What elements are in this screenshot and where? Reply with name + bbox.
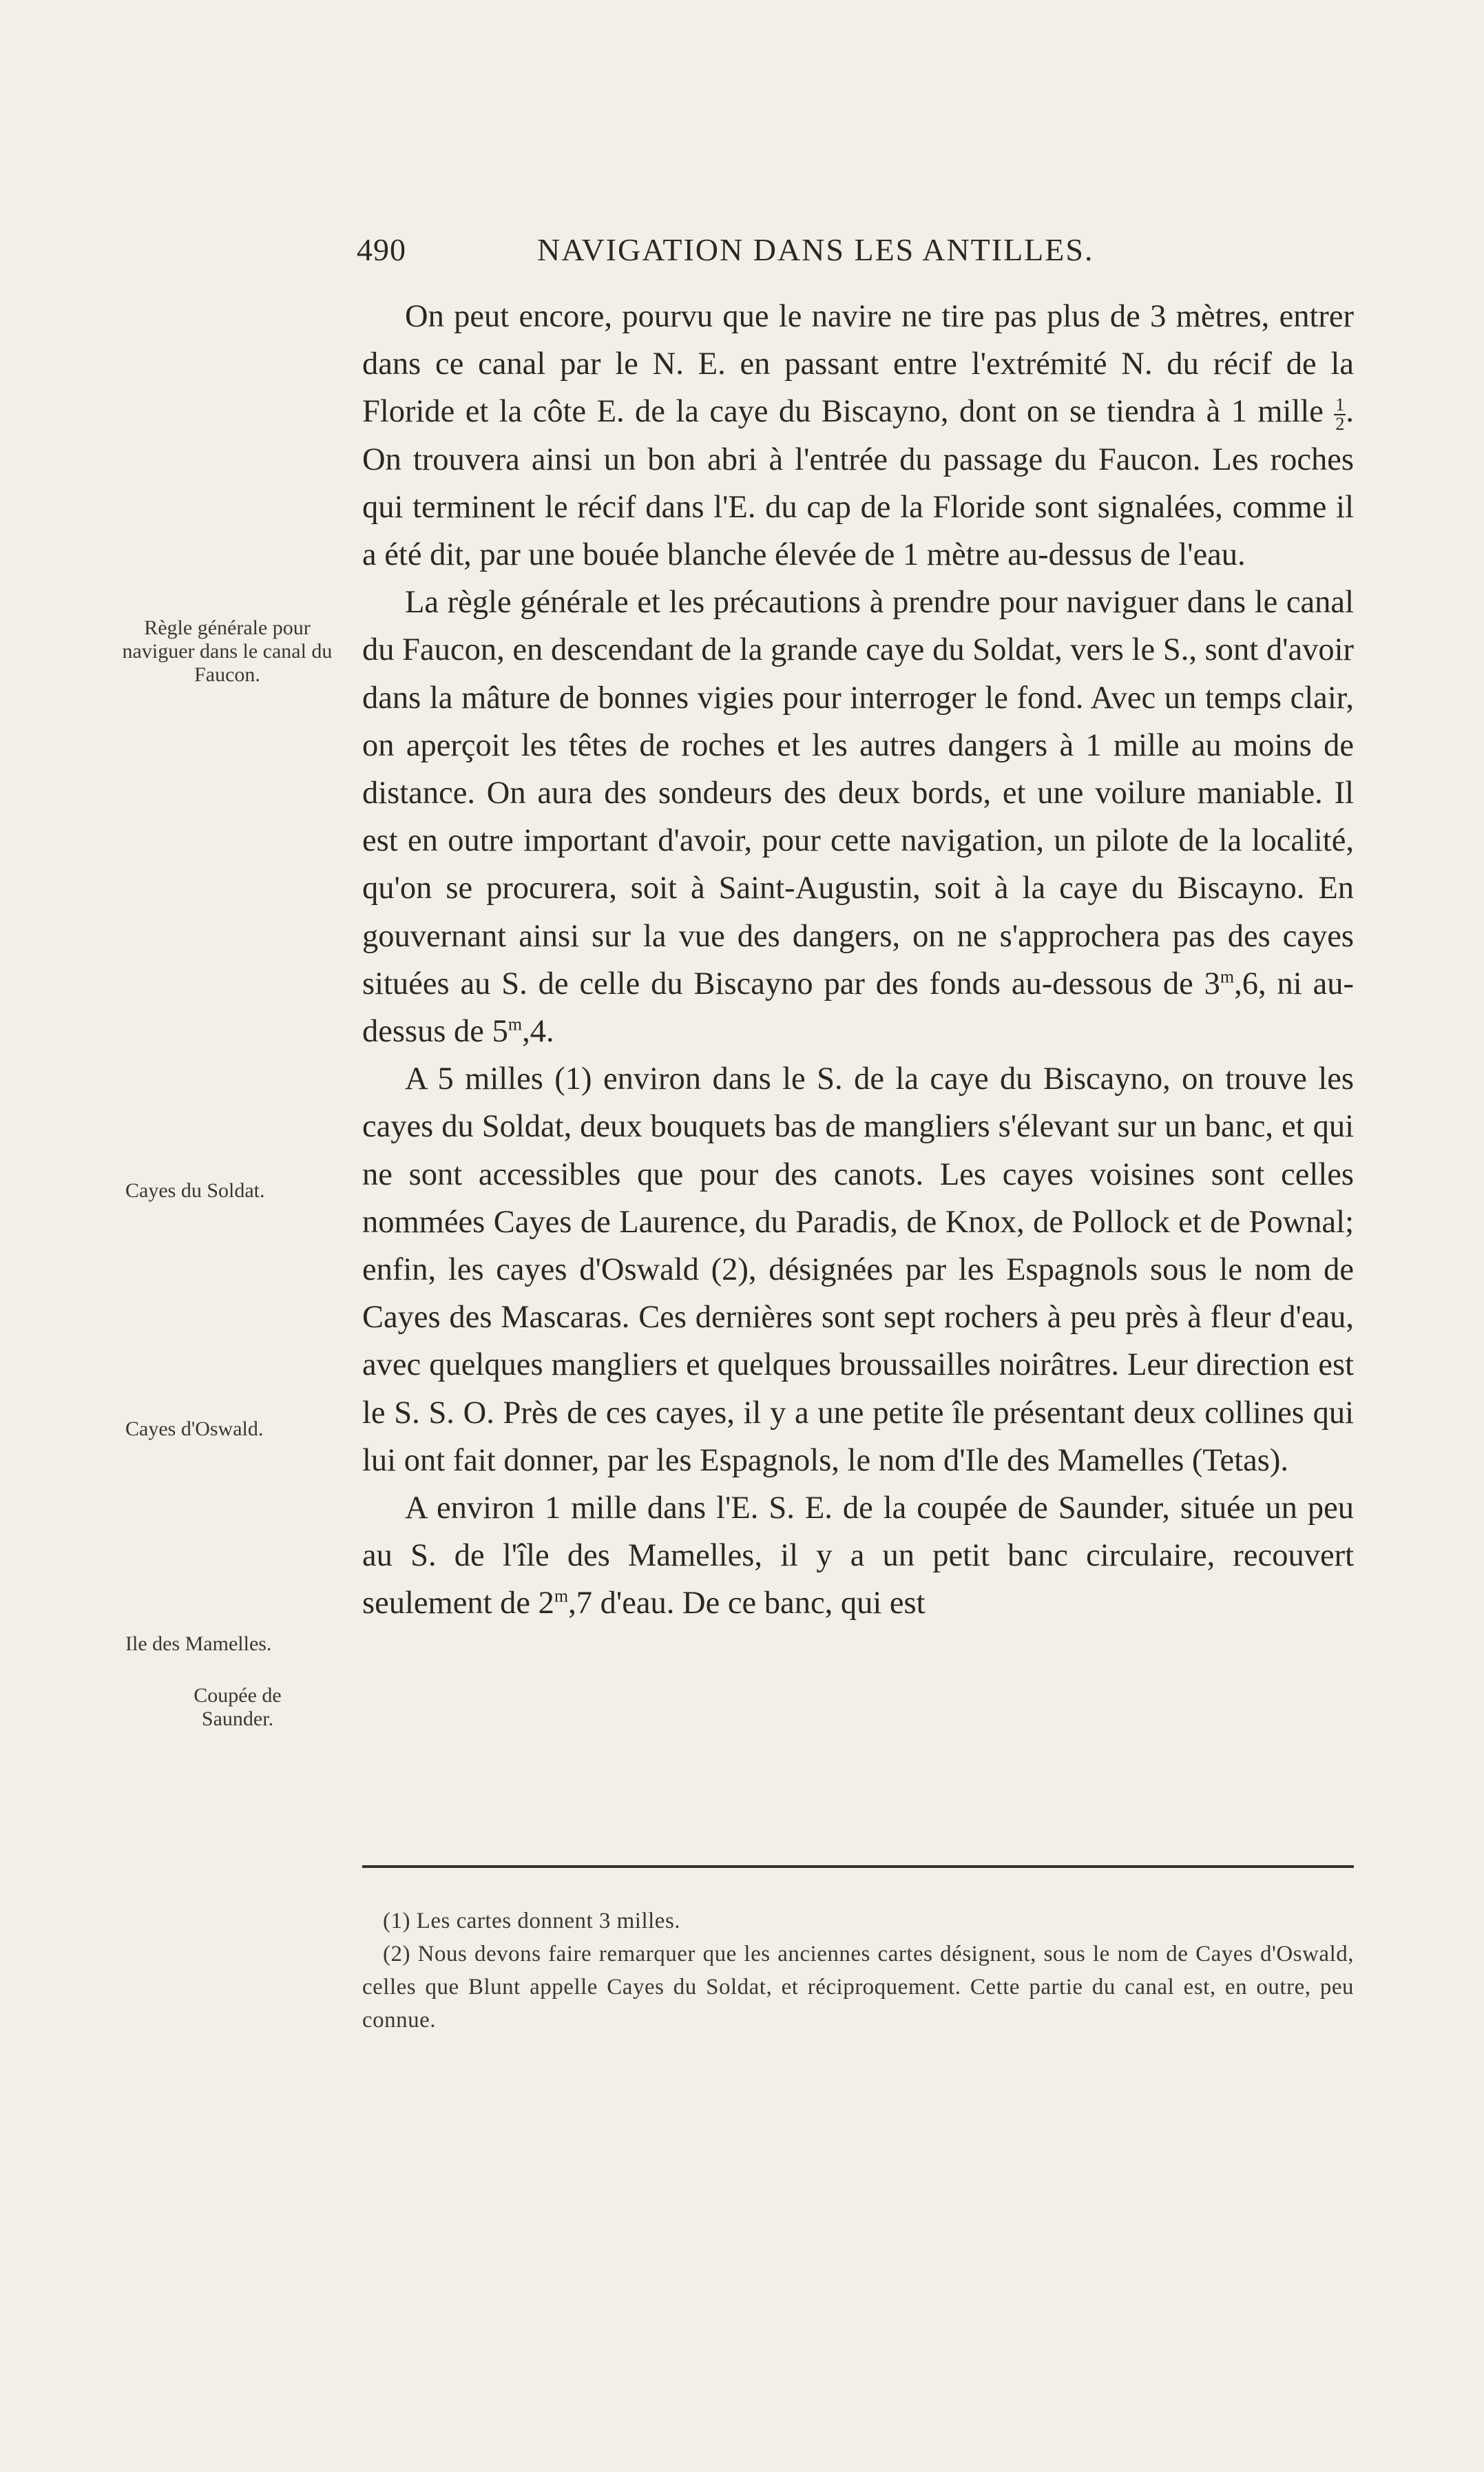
footnote-divider (362, 1865, 1354, 1868)
paragraph: La règle générale et les précautions à prendre pour naviguer dans le canal du Faucon, en descendant de la grande caye du Soldat, vers le S., sont d'avoir dans la mâture de bonnes vigies pour interroger le fond. Avec un temps clair, on aperçoit les têtes de roches et les autres dangers à 1 mille au moins de distance. On aura des sondeurs des deux bords, et une voilure maniable. Il est en outre important d'avoir, pour cette navigation, un pilote de la localité, qu'on se procurera, soit à Saint-Augustin, soit à la caye du Biscayno. En gouvernant ainsi sur la vue des dangers, on ne s'approchera pas des cayes situées au S. de celle du Biscayno par des fonds au-dessous de 3$^m$,6, ni au-dessus de 5$^m$,4. (362, 585, 1354, 1050)
paragraph: A environ 1 mille dans l'E. S. E. de la coupée de Saunder, située un peu au S. de l'île des Mamelles, il y a un petit banc circulaire, recouvert seulement de 2$^m$,7 d'eau. De ce banc, qui est (362, 1491, 1354, 1621)
paragraph-text: On peut encore, pourvu que le navire ne tire pas plus de 3 mètres, entrer dans ce canal par le N. E. en passant entre l'extrémité N. du récif de la Floride et la côte E. de la caye du Biscayno, dont on se tiendra à 1 mille (362, 299, 1354, 430)
margin-note-regle-generale: Règle générale pour naviguer dans le canal du Faucon. (122, 616, 333, 686)
paragraph-text: La règle générale et les précautions à prendre pour naviguer dans le canal du Faucon, en descendant de la grande caye du Soldat, vers le S., sont d'avoir dans la mâture de bonnes vigies pour interroger le fond. Avec un temps clair, on aperçoit les têtes de roches et les autres dangers à 1 mille au moins de distance. On aura des sondeurs des deux bords, et une voilure maniable. Il est en outre important d'avoir, pour cette navigation, un pilote de la localité, qu'on se procurera, soit à Saint-Augustin, soit à la caye du Biscayno. En gouvernant ainsi sur la vue des dangers, on ne s'approchera pas des cayes situées au S. de celle du Biscayno par des fonds au-dessous de 3 (362, 585, 1354, 1001)
paragraph (362, 1055, 1354, 1484)
margin-note-cayes-du-soldat: Cayes du Soldat. (125, 1179, 265, 1202)
paragraph (362, 293, 1354, 579)
paragraph-text: A 5 milles (1) environ dans le S. de la caye du Biscayno, on trouve les cayes du Soldat, deux bouquets bas de mangliers s'élevant sur un banc, et qui ne sont accessibles que pour des canots. Les cayes voisines sont celles nommées Cayes de Laurence, du Paradis, de Knox, de Pollock et de Pownal; enfin, les cayes d'Oswald (2), désignées par les Espagnols sous le nom de Cayes des Mascaras. Ces dernières sont sept rochers à peu près à fleur d'eau, avec quelques mangliers et quelques broussailles noirâtres. Leur direction est le S. S. O. Près de ces cayes, il y a une petite île présentant deux collines qui lui ont fait donner, par les Espagnols, le nom d'Ile des Mamelles (Tetas). (362, 1061, 1354, 1478)
footnotes (362, 1904, 1354, 2037)
running-title: NAVIGATION DANS LES ANTILLES. (537, 232, 1094, 267)
running-header (357, 231, 1357, 280)
main-text (362, 293, 1354, 1628)
margin-note-coupee-de-saunder: Coupée de Saunder. (194, 1684, 282, 1730)
margin-note-ile-des-mamelles: Ile des Mamelles. (125, 1632, 272, 1655)
fraction: $\frac{1}{2}$ (1335, 394, 1345, 434)
margin-note-cayes-d-oswald: Cayes d'Oswald. (125, 1417, 264, 1440)
footnote: (1) Les cartes donnent 3 milles. (383, 1909, 681, 1933)
paragraph-text: . On trouvera ainsi un bon abri à l'entrée du passage du Faucon. Les roches qui terminent le récif dans l'E. du cap de la Floride sont signalées, comme il a été dit, par une bouée blanche élevée de 1 mètre au-dessus de l'eau. (362, 394, 1354, 573)
paragraph-text: A environ 1 mille dans l'E. S. E. de la coupée de Saunder, située un peu au S. de l'île des Mamelles, il y a un petit banc circulaire, recouvert seulement de 2 (362, 1491, 1354, 1621)
page-number: 490 (357, 232, 406, 267)
footnote: (2) Nous devons faire remarquer que les anciennes cartes désignent, sous le nom de Cayes d'Oswald, celles que Blunt appelle Cayes du Soldat, et réciproquement. Cette partie du canal est, en outre, peu connue. (362, 1942, 1354, 2033)
